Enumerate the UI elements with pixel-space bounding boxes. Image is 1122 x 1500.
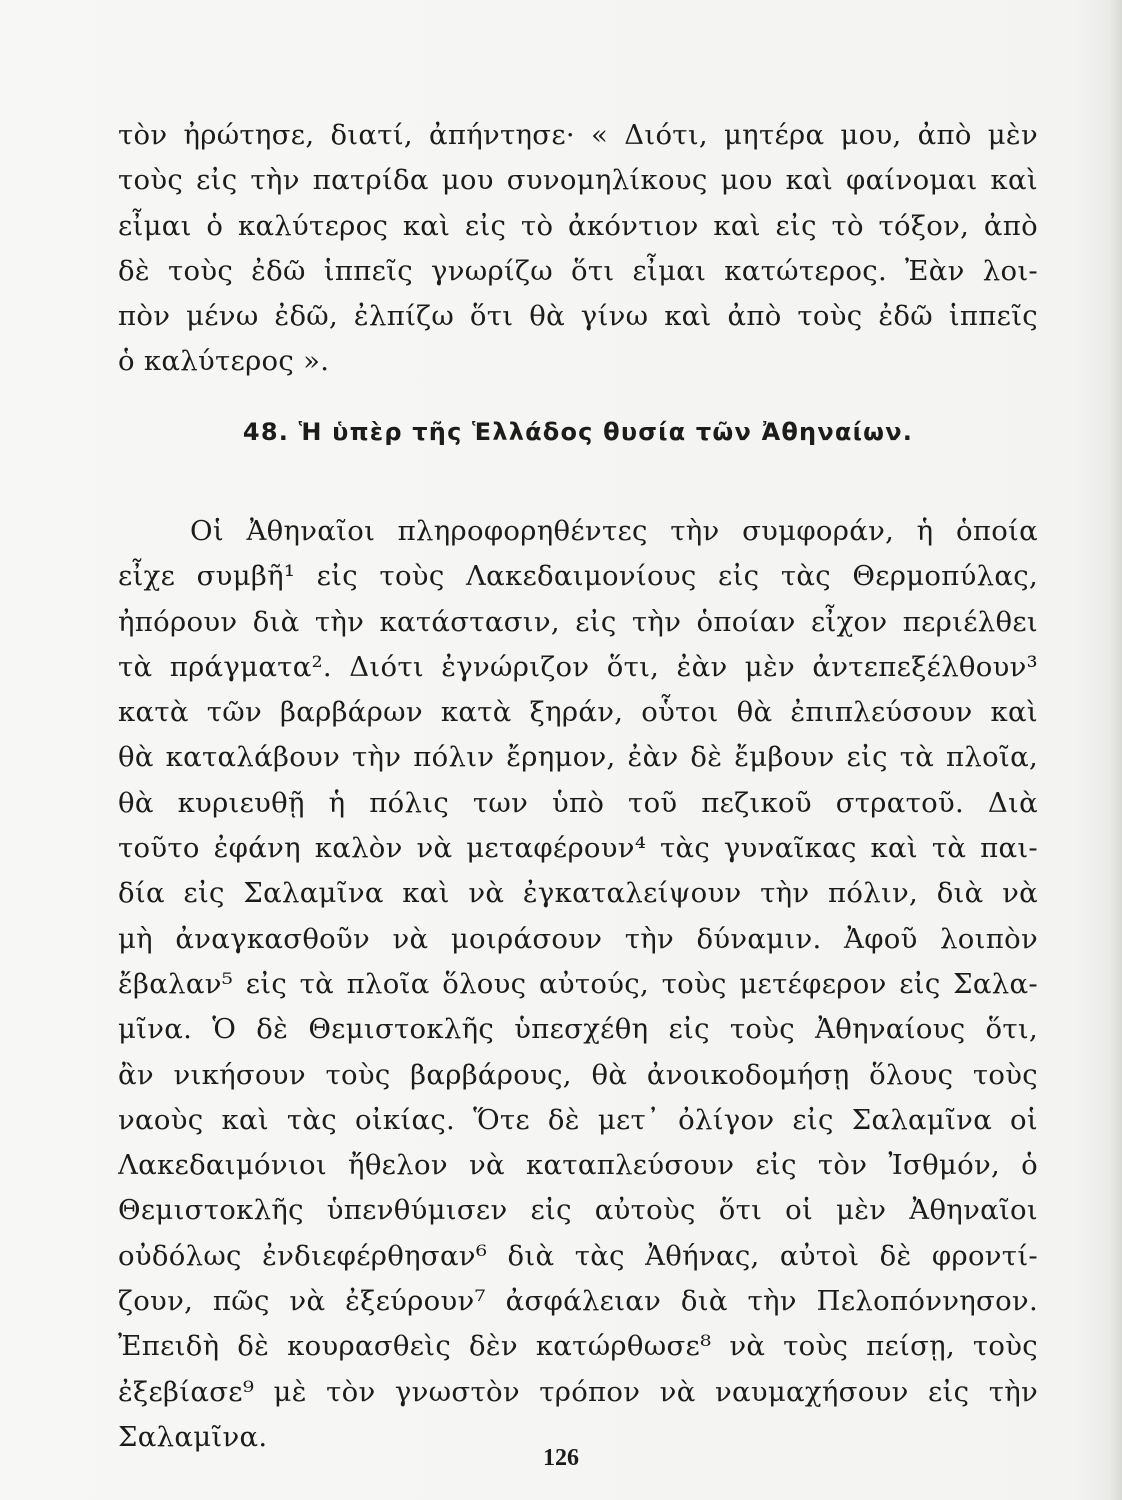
text-line: Θεμιστοκλῆς ὑπενθύμισεν εἰς αὐτοὺς ὅτι οἱ μὲν Ἀθηναῖοι — [118, 1194, 1038, 1227]
text-line: θὰ κυριευθῇ ἡ πόλις των ὑπὸ τοῦ πεζικοῦ στρατοῦ. Διὰ — [118, 786, 1038, 819]
text-line: Σαλαμῖνα. — [118, 1420, 268, 1453]
text-line: κατὰ τῶν βαρβάρων κατὰ ξηράν, οὗτοι θὰ ἐπιπλεύσουν καὶ — [118, 696, 1038, 729]
text-line: Λακεδαιμόνιοι ἤθελον νὰ καταπλεύσουν εἰς τὸν Ἰσθμόν, ὁ — [118, 1149, 1038, 1182]
text-line: εἶχε συμβῆ¹ εἰς τοὺς Λακεδαιμονίους εἰς τὰς Θερμοπύλας, — [118, 560, 1038, 593]
text-line: μὴ ἀναγκασθοῦν νὰ μοιράσουν τὴν δύναμιν. Ἀφοῦ λοιπὸν — [118, 922, 1038, 955]
text-line: οὐδόλως ἐνδιεφέρθησαν⁶ διὰ τὰς Ἀθήνας, αὐτοὶ δὲ φροντί- — [118, 1239, 1038, 1272]
text-line: ἔβαλαν⁵ εἰς τὰ πλοῖα ὅλους αὐτούς, τοὺς μετέφερον εἰς Σαλα- — [118, 967, 1038, 1000]
page-edge-shadow — [1108, 0, 1122, 1500]
text-line: δὲ τοὺς ἐδῶ ἱππεῖς γνωρίζω ὅτι εἶμαι κατώτερος. Ἐὰν λοι- — [118, 254, 1038, 287]
text-line: τὰ πράγματα². Διότι ἐγνώριζον ὅτι, ἐὰν μὲν ἀντεπεξέλθουν³ — [118, 650, 1038, 683]
text-line: ὁ καλύτερος ». — [118, 345, 330, 378]
text-line: δία εἰς Σαλαμῖνα καὶ νὰ ἐγκαταλείψουν τὴν πόλιν, διὰ νὰ — [118, 877, 1038, 910]
section-heading: 48. Ἡ ὑπὲρ τῆς Ἑλλάδος θυσία τῶν Ἀθηναίων. — [242, 418, 914, 446]
text-line: ἠπόρουν διὰ τὴν κατάστασιν, εἰς τὴν ὁποίαν εἶχον περιέλθει — [118, 605, 1038, 638]
text-line: Οἱ Ἀθηναῖοι πληροφορηθέντες τὴν συμφοράν, ἡ ὁποία — [190, 515, 1038, 547]
text-line: θὰ καταλάβουν τὴν πόλιν ἔρημον, ἐὰν δὲ ἔμβουν εἰς τὰ πλοῖα, — [118, 741, 1038, 774]
text-line: πὸν μένω ἐδῶ, ἐλπίζω ὅτι θὰ γίνω καὶ ἀπὸ τοὺς ἐδῶ ἱππεῖς — [118, 300, 1038, 333]
text-line: μῖνα. Ὁ δὲ Θεμιστοκλῆς ὑπεσχέθη εἰς τοὺς Ἀθηναίους ὅτι, — [118, 1013, 1038, 1046]
text-line: εἶμαι ὁ καλύτερος καὶ εἰς τὸ ἀκόντιον καὶ εἰς τὸ τόξον, ἀπὸ — [118, 209, 1038, 242]
text-line: ζουν, πῶς νὰ ἐξεύρουν⁷ ἀσφάλειαν διὰ τὴν Πελοπόννησον. — [118, 1285, 1038, 1318]
body-paragraph — [118, 509, 1038, 1460]
text-line: τοῦτο ἐφάνη καλὸν νὰ μεταφέρουν⁴ τὰς γυναῖκας καὶ τὰ παι- — [118, 832, 1038, 865]
text-line: ἂν νικήσουν τοὺς βαρβάρους, θὰ ἀνοικοδομήσῃ ὅλους τοὺς — [118, 1058, 1038, 1091]
text-line: ἐξεβίασε⁹ μὲ τὸν γνωστὸν τρόπον νὰ ναυμαχήσουν εἰς τὴν — [118, 1375, 1038, 1408]
text-line: ναοὺς καὶ τὰς οἰκίας. Ὅτε δὲ μετ᾽ ὀλίγον εἰς Σαλαμῖνα οἱ — [118, 1103, 1038, 1136]
text-line: Ἐπειδὴ δὲ κουρασθεὶς δὲν κατώρθωσε⁸ νὰ τοὺς πείσῃ, τοὺς — [118, 1330, 1038, 1363]
page-number: 126 — [543, 1445, 579, 1471]
intro-paragraph — [118, 113, 1038, 385]
text-line: τοὺς εἰς τὴν πατρίδα μου συνομηλίκους μου καὶ φαίνομαι καὶ — [118, 164, 1038, 197]
text-line: τὸν ἠρώτησε, διατί, ἀπήντησε· « Διότι, μητέρα μου, ἀπὸ μὲν — [118, 119, 1038, 151]
